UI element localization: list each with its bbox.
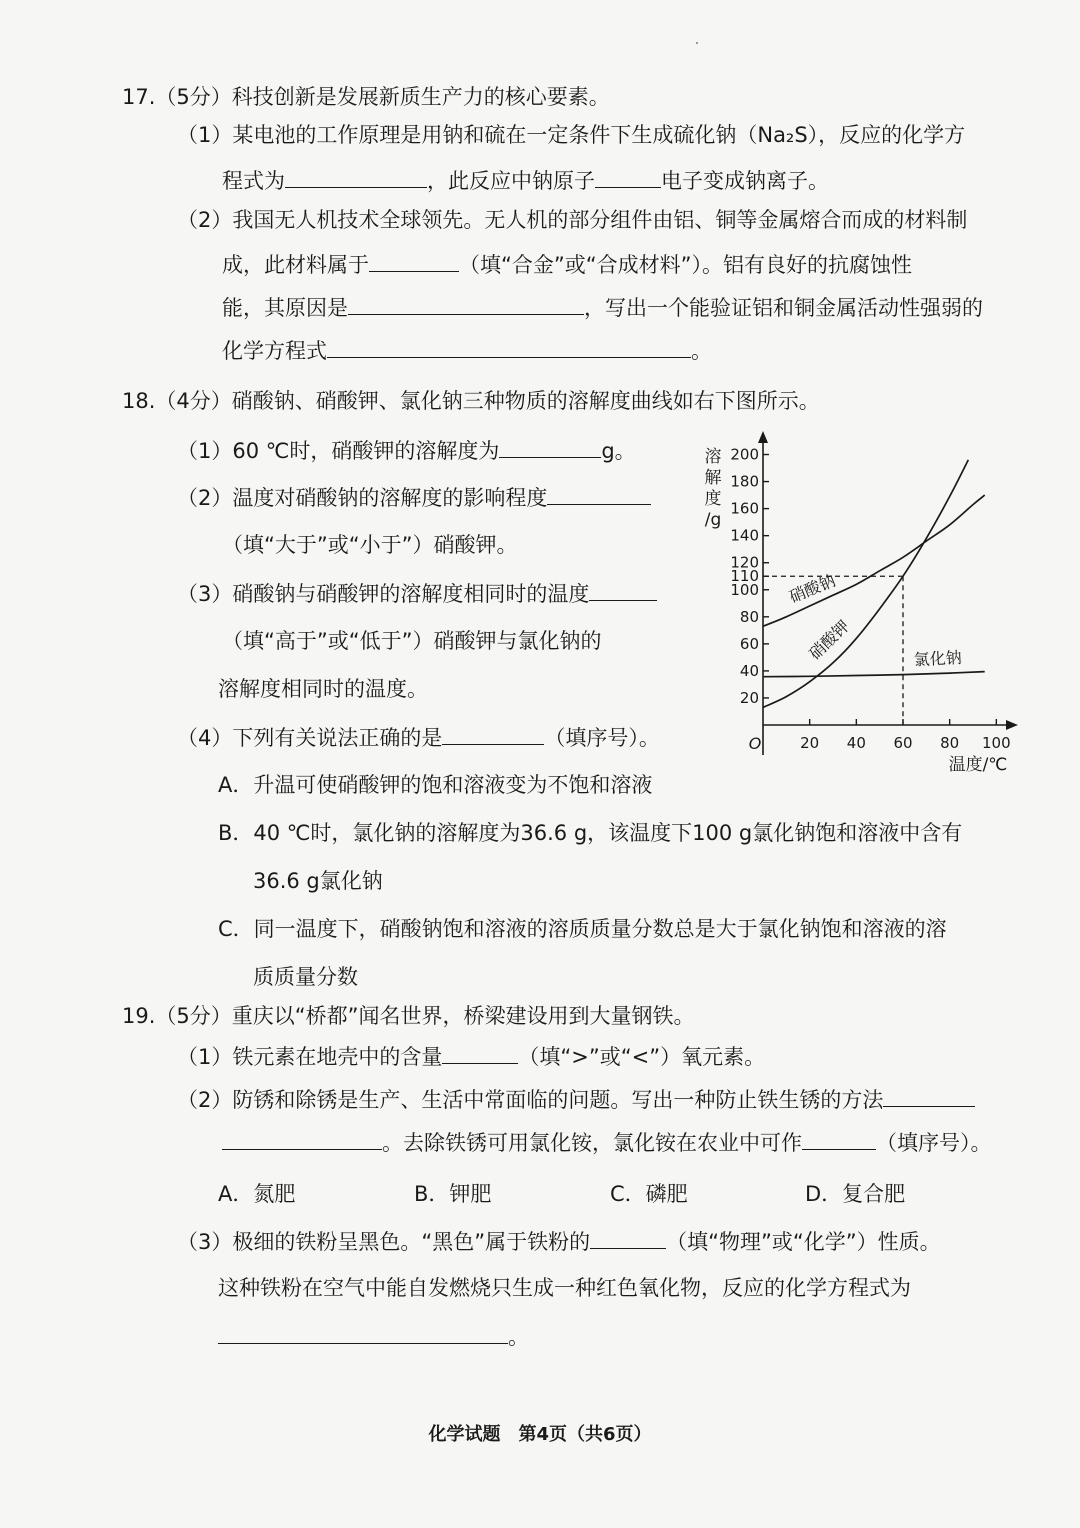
q19-part2-line2 bbox=[222, 1129, 992, 1156]
q17-heading: 17.（5分）科技创新是发展新质生产力的核心要素。 bbox=[122, 85, 610, 109]
series-label: 硝酸钾 bbox=[805, 616, 854, 664]
q19-part3-line1 bbox=[177, 1228, 941, 1255]
q18-part3-line3: 溶解度相同时的温度。 bbox=[218, 677, 428, 701]
q18-text: （1）60 ℃时，硝酸钾的溶解度为 bbox=[177, 439, 500, 463]
series-label: 氯化钠 bbox=[913, 647, 963, 670]
x-tick-label: 100 bbox=[982, 734, 1011, 752]
answer-blank[interactable] bbox=[883, 1086, 975, 1107]
q17-text: （填“合金”或“合成材料”）。铝有良好的抗腐蚀性 bbox=[459, 253, 913, 277]
q18-option-c-line2: 质质量分数 bbox=[253, 965, 358, 989]
q17-part2-line2 bbox=[222, 251, 912, 278]
answer-blank[interactable] bbox=[589, 580, 657, 601]
q18-option-b-line1: B．40 ℃时，氯化钠的溶解度为36.6 g，该温度下100 g氯化钠饱和溶液中含有 bbox=[218, 821, 963, 845]
y-tick-label: 60 bbox=[739, 634, 759, 653]
answer-blank[interactable] bbox=[802, 1129, 876, 1150]
x-axis-arrow bbox=[1006, 720, 1018, 730]
q19-part3-line3 bbox=[218, 1323, 529, 1350]
x-tick-label: 60 bbox=[893, 734, 913, 752]
y-tick-label: 110 bbox=[730, 567, 759, 586]
q17-part2-line1: （2）我国无人机技术全球领先。无人机的部分组件由铝、铜等金属熔合而成的材料制 bbox=[177, 208, 968, 232]
answer-blank[interactable] bbox=[442, 1043, 518, 1064]
origin-label: O bbox=[748, 734, 762, 753]
answer-blank[interactable] bbox=[348, 294, 584, 315]
q17-part2-line3 bbox=[222, 294, 983, 321]
page-footer: 化学试题 第4页（共6页） bbox=[428, 1424, 652, 1445]
q19-text: （3）极细的铁粉呈黑色。“黑色”属于铁粉的 bbox=[177, 1230, 591, 1254]
y-tick-label: 80 bbox=[739, 607, 759, 626]
answer-blank[interactable] bbox=[285, 167, 427, 188]
q19-option-c: C．磷肥 bbox=[610, 1182, 688, 1206]
q18-part4 bbox=[177, 724, 660, 751]
q19-part3-line2: 这种铁粉在空气中能自发燃烧只生成一种红色氧化物，反应的化学方程式为 bbox=[218, 1276, 911, 1300]
answer-blank[interactable] bbox=[442, 724, 544, 745]
q18-heading: 18.（4分）硝酸钠、硝酸钾、氯化钠三种物质的溶解度曲线如右下图所示。 bbox=[122, 389, 820, 413]
q17-text: 电子变成钠离子。 bbox=[661, 169, 829, 193]
q18-part1 bbox=[177, 437, 636, 464]
answer-blank[interactable] bbox=[327, 337, 691, 358]
q19-text: （1）铁元素在地壳中的含量 bbox=[177, 1045, 443, 1069]
q19-text: （填“>”或“<”）氧元素。 bbox=[518, 1045, 766, 1069]
solubility-chart bbox=[700, 425, 1030, 775]
q19-text: （填“物理”或“化学”）性质。 bbox=[666, 1230, 941, 1254]
q17-text: 成，此材料属于 bbox=[222, 253, 369, 277]
q19-heading: 19.（5分）重庆以“桥都”闻名世界，桥梁建设用到大量钢铁。 bbox=[122, 1004, 695, 1028]
q18-text: （3）硝酸钠与硝酸钾的溶解度相同时的温度 bbox=[177, 582, 590, 606]
x-axis-label: 温度/℃ bbox=[948, 755, 1008, 775]
q18-text: g。 bbox=[601, 439, 636, 463]
x-tick-label: 20 bbox=[800, 734, 820, 752]
series-line bbox=[763, 672, 985, 677]
answer-blank[interactable] bbox=[547, 484, 651, 505]
q17-text: 程式为 bbox=[222, 169, 285, 193]
answer-blank[interactable] bbox=[369, 251, 459, 272]
q18-text: （4）下列有关说法正确的是 bbox=[177, 726, 443, 750]
y-axis-label-2: 解 bbox=[704, 468, 722, 488]
answer-blank[interactable] bbox=[218, 1323, 508, 1344]
y-tick-label: 100 bbox=[730, 580, 759, 599]
series-label: 硝酸钠 bbox=[786, 570, 839, 607]
y-tick-label: 140 bbox=[730, 526, 759, 545]
answer-blank[interactable] bbox=[595, 167, 661, 188]
q18-option-b-line2: 36.6 g氯化钠 bbox=[253, 869, 383, 893]
q19-text: （填序号）。 bbox=[876, 1131, 992, 1155]
y-tick-label: 200 bbox=[730, 445, 759, 464]
q18-option-c-line1: C．同一温度下，硝酸钠饱和溶液的溶质质量分数总是大于氯化钠饱和溶液的溶 bbox=[218, 917, 947, 941]
q18-part3-line2: （填“高于”或“低于”）硝酸钾与氯化钠的 bbox=[222, 629, 602, 653]
q17-text: 化学方程式 bbox=[222, 339, 327, 363]
y-axis-label-1: 溶 bbox=[704, 447, 722, 467]
answer-blank[interactable] bbox=[590, 1228, 666, 1249]
answer-blank[interactable] bbox=[499, 437, 601, 458]
q17-text: ，此反应中钠原子 bbox=[427, 169, 595, 193]
q17-part1-line2 bbox=[222, 167, 829, 194]
y-tick-label: 40 bbox=[739, 661, 759, 680]
q19-option-d: D．复合肥 bbox=[805, 1182, 906, 1206]
q18-text: （2）温度对硝酸钠的溶解度的影响程度 bbox=[177, 486, 548, 510]
q18-part3-line1 bbox=[177, 580, 657, 607]
q19-option-b: B．钾肥 bbox=[414, 1182, 492, 1206]
q18-text: （填序号）。 bbox=[544, 726, 660, 750]
q18-part2-line2: （填“大于”或“小于”）硝酸钾。 bbox=[222, 533, 518, 557]
y-tick-label: 120 bbox=[730, 553, 759, 572]
y-tick-label: 160 bbox=[730, 499, 759, 518]
y-tick-label: 180 bbox=[730, 472, 759, 491]
series-line bbox=[763, 460, 968, 708]
series-line bbox=[763, 495, 985, 626]
q19-text: 。 bbox=[508, 1325, 529, 1349]
q19-option-a: A．氮肥 bbox=[218, 1182, 296, 1206]
q17-text: 。 bbox=[691, 339, 712, 363]
x-tick-label: 80 bbox=[940, 734, 960, 752]
x-tick-label: 40 bbox=[846, 734, 866, 752]
q18-option-a: A．升温可使硝酸钾的饱和溶液变为不饱和溶液 bbox=[218, 773, 653, 797]
answer-blank[interactable] bbox=[222, 1129, 382, 1150]
q19-part1 bbox=[177, 1043, 765, 1070]
y-tick-label: 20 bbox=[739, 688, 759, 707]
q19-part2-line1 bbox=[177, 1086, 975, 1113]
y-axis-arrow bbox=[758, 431, 768, 443]
q17-part1-line1: （1）某电池的工作原理是用钠和硫在一定条件下生成硫化钠（Na₂S），反应的化学方 bbox=[177, 123, 966, 147]
q19-text: （2）防锈和除锈是生产、生活中常面临的问题。写出一种防止铁生锈的方法 bbox=[177, 1088, 884, 1112]
q19-text: 。去除铁锈可用氯化铵，氯化铵在农业中可作 bbox=[382, 1131, 802, 1155]
scan-speck bbox=[696, 42, 698, 44]
q18-part2-line1 bbox=[177, 484, 651, 511]
q17-text: 能，其原因是 bbox=[222, 296, 348, 320]
q17-text: ，写出一个能验证铝和铜金属活动性强弱的 bbox=[584, 296, 983, 320]
y-axis-label-3: 度 bbox=[704, 489, 722, 509]
q17-part2-line4 bbox=[222, 337, 712, 364]
y-axis-label-4: /g bbox=[704, 510, 722, 530]
